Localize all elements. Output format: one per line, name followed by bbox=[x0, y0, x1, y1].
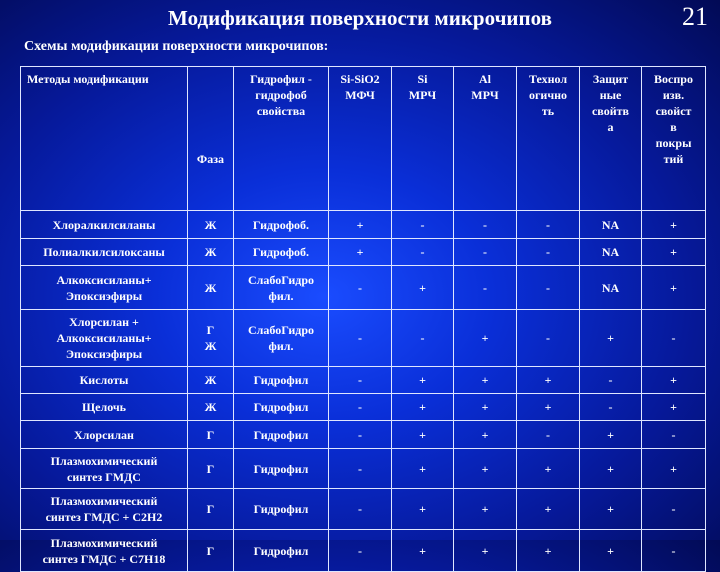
table-cell: - bbox=[392, 310, 454, 367]
table-cell: NA bbox=[580, 266, 642, 310]
method-cell: Хлорсилан + Алкоксисиланы+ Эпоксиэфиры bbox=[21, 310, 188, 367]
table-cell: - bbox=[517, 310, 580, 367]
method-cell: Хлорсилан bbox=[21, 421, 188, 449]
table-cell: - bbox=[454, 266, 517, 310]
table-cell: + bbox=[580, 449, 642, 489]
table-cell: + bbox=[454, 310, 517, 367]
table-cell: Г bbox=[188, 421, 234, 449]
table-row bbox=[21, 211, 706, 239]
column-header: Si МРЧ bbox=[392, 67, 454, 211]
table-cell: Ж bbox=[188, 394, 234, 421]
table-cell: + bbox=[454, 530, 517, 572]
table-cell: Гидрофил bbox=[234, 449, 329, 489]
table-row bbox=[21, 394, 706, 421]
column-header: Гидрофил - гидрофоб свойства bbox=[234, 67, 329, 211]
table-cell: Гидрофоб. bbox=[234, 211, 329, 239]
table-cell: - bbox=[642, 530, 706, 572]
table-cell: + bbox=[454, 367, 517, 394]
table-cell: Гидрофил bbox=[234, 421, 329, 449]
table-cell: - bbox=[517, 266, 580, 310]
table-cell: Ж bbox=[188, 211, 234, 239]
table-cell: + bbox=[580, 421, 642, 449]
table-cell: СлабоГидро фил. bbox=[234, 266, 329, 310]
method-cell: Плазмохимический синтез ГМДС + C7H18 bbox=[21, 530, 188, 572]
table-cell: NA bbox=[580, 211, 642, 239]
table-cell: + bbox=[642, 449, 706, 489]
method-cell: Кислоты bbox=[21, 367, 188, 394]
column-header: Al МРЧ bbox=[454, 67, 517, 211]
table-row bbox=[21, 310, 706, 367]
table-cell: + bbox=[642, 239, 706, 266]
table-cell: Г bbox=[188, 530, 234, 572]
table-cell: + bbox=[454, 421, 517, 449]
table-row bbox=[21, 239, 706, 266]
table-cell: + bbox=[454, 394, 517, 421]
table-cell: + bbox=[642, 211, 706, 239]
method-cell: Полиалкилсилоксаны bbox=[21, 239, 188, 266]
table-cell: Гидрофил bbox=[234, 367, 329, 394]
table-cell: - bbox=[392, 239, 454, 266]
column-header: Si-SiO2 МФЧ bbox=[329, 67, 392, 211]
table-row bbox=[21, 266, 706, 310]
method-cell: Алкоксисиланы+ Эпоксиэфиры bbox=[21, 266, 188, 310]
table-cell: + bbox=[392, 449, 454, 489]
column-header: Фаза bbox=[188, 67, 234, 211]
table-cell: - bbox=[517, 421, 580, 449]
table-cell: Г Ж bbox=[188, 310, 234, 367]
table-cell: Ж bbox=[188, 239, 234, 266]
table-cell: + bbox=[580, 530, 642, 572]
table-row bbox=[21, 530, 706, 572]
table-cell: СлабоГидро фил. bbox=[234, 310, 329, 367]
table-cell: + bbox=[454, 449, 517, 489]
table-cell: Ж bbox=[188, 266, 234, 310]
table-cell: Гидрофоб. bbox=[234, 239, 329, 266]
modification-table bbox=[20, 66, 706, 572]
table-cell: + bbox=[517, 367, 580, 394]
table-cell: - bbox=[454, 211, 517, 239]
slide-subtitle: Схемы модификации поверхности микрочипов: bbox=[24, 39, 329, 54]
method-cell: Щелочь bbox=[21, 394, 188, 421]
table-cell: - bbox=[642, 421, 706, 449]
table-cell: Ж bbox=[188, 367, 234, 394]
table-cell: - bbox=[329, 421, 392, 449]
table-cell: - bbox=[454, 239, 517, 266]
table-cell: + bbox=[642, 367, 706, 394]
table-cell: + bbox=[517, 489, 580, 530]
table-cell: + bbox=[392, 394, 454, 421]
table-cell: + bbox=[517, 530, 580, 572]
slide-number: 21 bbox=[682, 2, 708, 31]
table-cell: + bbox=[454, 489, 517, 530]
table-cell: + bbox=[329, 239, 392, 266]
table-cell: Гидрофил bbox=[234, 489, 329, 530]
table-cell: + bbox=[392, 530, 454, 572]
table-cell: Г bbox=[188, 449, 234, 489]
table-row bbox=[21, 449, 706, 489]
table-cell: Гидрофил bbox=[234, 530, 329, 572]
table-cell: - bbox=[392, 211, 454, 239]
table-row bbox=[21, 367, 706, 394]
method-cell: Плазмохимический синтез ГМДС bbox=[21, 449, 188, 489]
table-cell: + bbox=[580, 489, 642, 530]
column-header: Воспро изв. свойст в покры тий bbox=[642, 67, 706, 211]
column-header: Защит ные свойтв а bbox=[580, 67, 642, 211]
table-cell: + bbox=[392, 489, 454, 530]
slide-title: Модификация поверхности микрочипов bbox=[168, 6, 552, 30]
column-header: Технол огично ть bbox=[517, 67, 580, 211]
column-header: Методы модификации bbox=[21, 67, 188, 211]
table-row bbox=[21, 489, 706, 530]
table-cell: - bbox=[580, 394, 642, 421]
table-cell: + bbox=[392, 266, 454, 310]
table-cell: + bbox=[392, 367, 454, 394]
table-cell: + bbox=[580, 310, 642, 367]
table-cell: + bbox=[329, 211, 392, 239]
table-cell: Г bbox=[188, 489, 234, 530]
method-cell: Хлоралкилсиланы bbox=[21, 211, 188, 239]
table-cell: - bbox=[329, 530, 392, 572]
table-row bbox=[21, 421, 706, 449]
table-cell: - bbox=[642, 489, 706, 530]
table-header-row bbox=[21, 67, 706, 211]
table-cell: + bbox=[392, 421, 454, 449]
table-cell: - bbox=[329, 266, 392, 310]
table-cell: Гидрофил bbox=[234, 394, 329, 421]
table-cell: + bbox=[642, 394, 706, 421]
table-cell: - bbox=[329, 449, 392, 489]
table-cell: + bbox=[517, 394, 580, 421]
table-cell: + bbox=[642, 266, 706, 310]
table-cell: - bbox=[329, 489, 392, 530]
table-cell: - bbox=[517, 239, 580, 266]
table-cell: + bbox=[517, 449, 580, 489]
table-cell: - bbox=[329, 310, 392, 367]
table-cell: - bbox=[642, 310, 706, 367]
table-cell: - bbox=[580, 367, 642, 394]
table-cell: - bbox=[329, 394, 392, 421]
table-cell: - bbox=[329, 367, 392, 394]
method-cell: Плазмохимический синтез ГМДС + C2H2 bbox=[21, 489, 188, 530]
table-cell: - bbox=[517, 211, 580, 239]
table-cell: NA bbox=[580, 239, 642, 266]
